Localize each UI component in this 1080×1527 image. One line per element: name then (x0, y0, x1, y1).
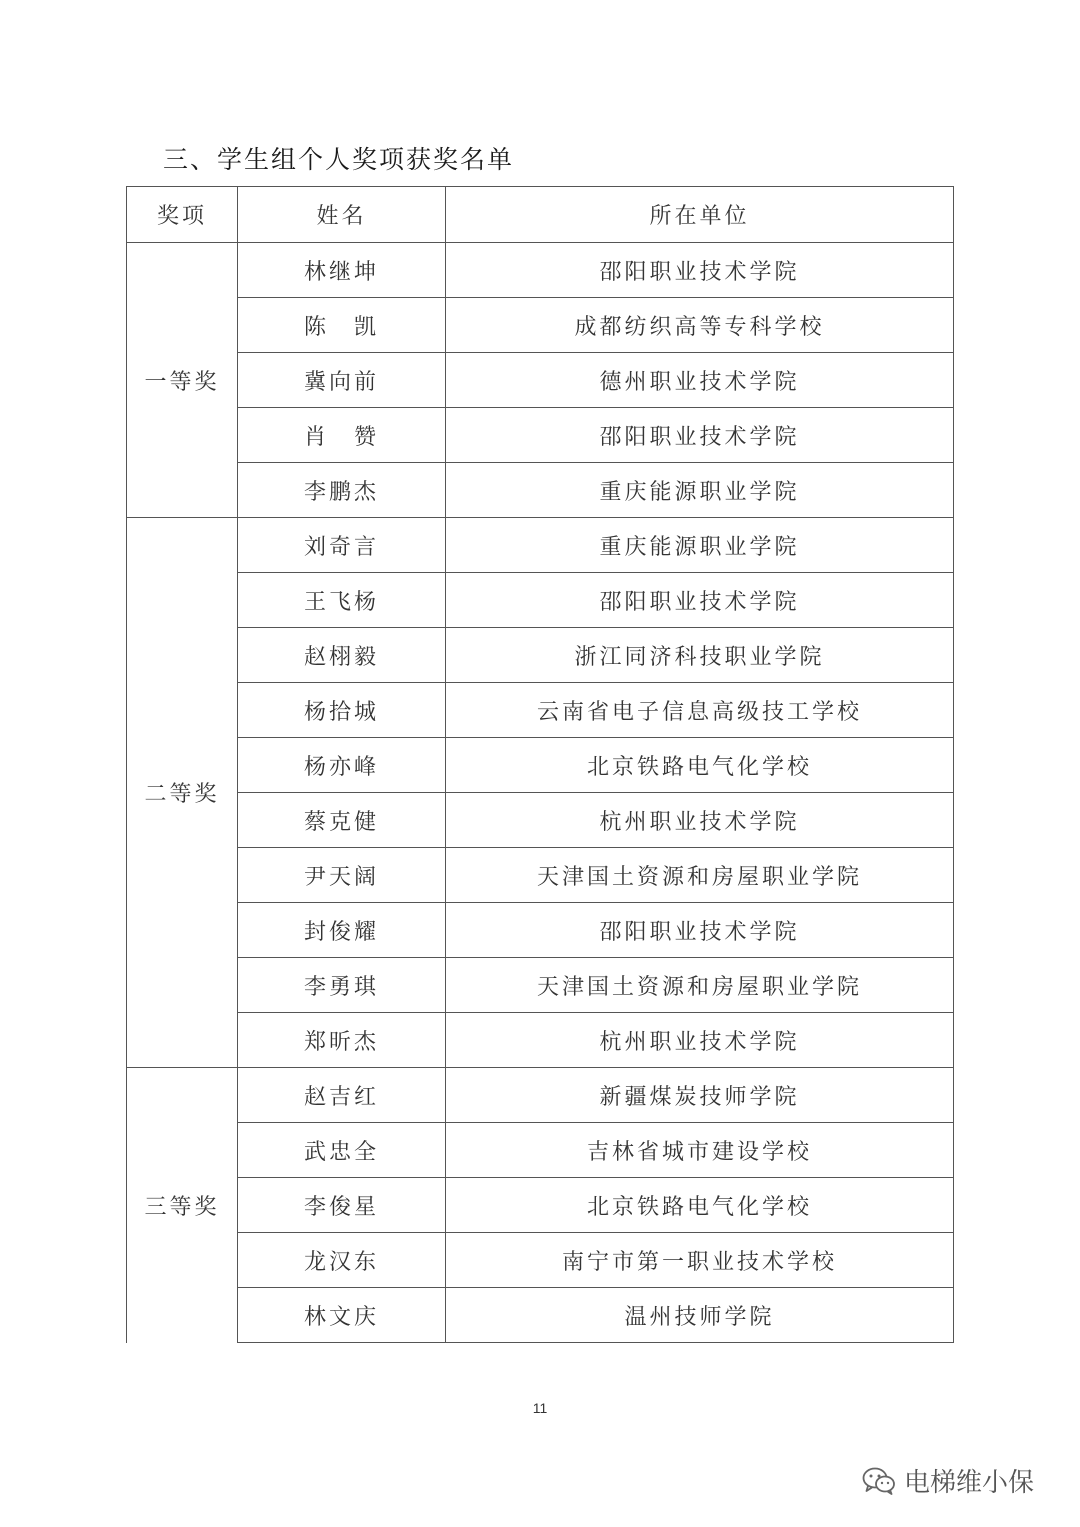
unit-cell: 邵阳职业技术学院 (446, 408, 954, 463)
table-row (127, 298, 954, 353)
table-row (127, 1123, 954, 1178)
unit-cell: 邵阳职业技术学院 (446, 243, 954, 298)
student-name-cell: 刘奇言 (238, 518, 446, 573)
student-name-cell: 李鹏杰 (238, 463, 446, 518)
table-row (127, 903, 954, 958)
unit-cell: 吉林省城市建设学校 (446, 1123, 954, 1178)
table-row (127, 573, 954, 628)
table-row (127, 463, 954, 518)
unit-cell: 邵阳职业技术学院 (446, 903, 954, 958)
unit-cell: 北京铁路电气化学校 (446, 738, 954, 793)
unit-cell: 杭州职业技术学院 (446, 793, 954, 848)
student-name-cell: 武忠全 (238, 1123, 446, 1178)
table-row (127, 1013, 954, 1068)
student-name-cell: 尹天阔 (238, 848, 446, 903)
unit-cell: 天津国土资源和房屋职业学院 (446, 848, 954, 903)
student-name-cell: 赵栩毅 (238, 628, 446, 683)
table-row (127, 738, 954, 793)
table-row (127, 243, 954, 298)
student-name-cell: 郑昕杰 (238, 1013, 446, 1068)
unit-cell: 杭州职业技术学院 (446, 1013, 954, 1068)
unit-cell: 温州技师学院 (446, 1288, 954, 1343)
student-name-cell: 封俊耀 (238, 903, 446, 958)
table-row (127, 1178, 954, 1233)
section-heading: 三、学生组个人奖项获奖名单 (163, 145, 515, 174)
award-level-cell: 二等奖 (127, 518, 238, 1068)
table-header-row (127, 187, 954, 243)
table-row (127, 683, 954, 738)
unit-cell: 新疆煤炭技师学院 (446, 1068, 954, 1123)
student-name-cell: 蔡克健 (238, 793, 446, 848)
student-name-cell: 王飞杨 (238, 573, 446, 628)
header-award: 奖项 (127, 187, 238, 243)
table-row (127, 1068, 954, 1123)
student-name-cell: 杨亦峰 (238, 738, 446, 793)
table-row (127, 793, 954, 848)
student-name-cell: 陈 凯 (238, 298, 446, 353)
page-number: 11 (532, 1400, 548, 1416)
unit-cell: 天津国土资源和房屋职业学院 (446, 958, 954, 1013)
table-row (127, 408, 954, 463)
table-row (127, 628, 954, 683)
student-name-cell: 林文庆 (238, 1288, 446, 1343)
student-name-cell: 肖 赞 (238, 408, 446, 463)
unit-cell: 重庆能源职业学院 (446, 463, 954, 518)
award-table-body (127, 243, 954, 1343)
unit-cell: 云南省电子信息高级技工学校 (446, 683, 954, 738)
table-row (127, 1288, 954, 1343)
watermark (862, 1462, 1034, 1499)
table-row (127, 848, 954, 903)
unit-cell: 北京铁路电气化学校 (446, 1178, 954, 1233)
student-name-cell: 龙汉东 (238, 1233, 446, 1288)
unit-cell: 南宁市第一职业技术学校 (446, 1233, 954, 1288)
student-name-cell: 杨拾城 (238, 683, 446, 738)
unit-cell: 德州职业技术学院 (446, 353, 954, 408)
student-name-cell: 赵吉红 (238, 1068, 446, 1123)
student-name-cell: 冀向前 (238, 353, 446, 408)
unit-cell: 成都纺织高等专科学校 (446, 298, 954, 353)
header-unit: 所在单位 (446, 187, 954, 243)
student-name-cell: 林继坤 (238, 243, 446, 298)
unit-cell: 邵阳职业技术学院 (446, 573, 954, 628)
award-level-cell: 三等奖 (127, 1068, 238, 1343)
table-row (127, 353, 954, 408)
student-name-cell: 李俊星 (238, 1178, 446, 1233)
wechat-icon (862, 1466, 896, 1496)
watermark-text: 电梯维小保 (904, 1468, 1035, 1498)
unit-cell: 重庆能源职业学院 (446, 518, 954, 573)
table-row (127, 518, 954, 573)
student-name-cell: 李勇琪 (238, 958, 446, 1013)
header-name: 姓名 (238, 187, 446, 243)
table-row (127, 958, 954, 1013)
award-level-cell: 一等奖 (127, 243, 238, 518)
award-table (126, 186, 954, 1343)
unit-cell: 浙江同济科技职业学院 (446, 628, 954, 683)
table-row (127, 1233, 954, 1288)
